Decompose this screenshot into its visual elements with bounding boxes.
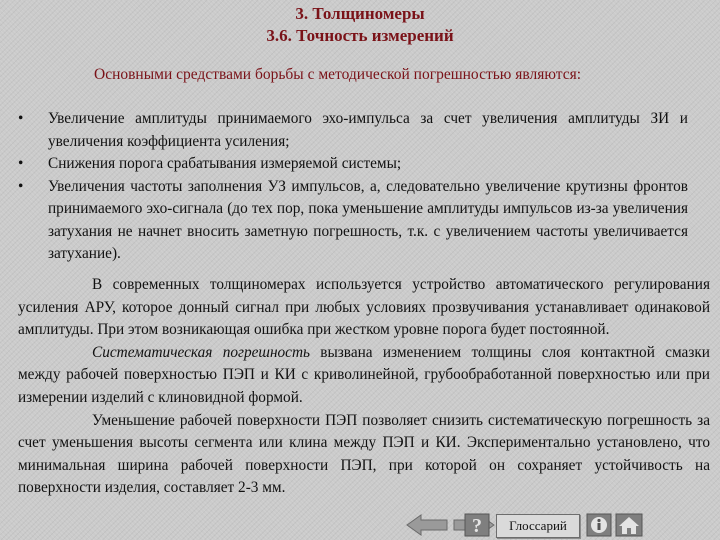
home-icon[interactable]	[615, 513, 643, 537]
info-icon[interactable]	[586, 513, 612, 537]
bullet-text: Снижения порога срабатывания измеряемой системы;	[48, 155, 402, 172]
glossary-button[interactable]: Глоссарий	[496, 514, 580, 538]
bullet-text: Увеличения частоты заполнения УЗ импульсов, а, следовательно увеличение крутизны фронтов принимаемого эхо-сигнала (до тех пор, пока уменьшение амплитуды импульсов из-за увеличения затухания не начнет вносить заметную погрешность, т.к. с увеличением частоты увеличивается затухание).	[48, 177, 688, 262]
bullet-marker: •	[18, 177, 24, 195]
arrow-left-icon[interactable]	[405, 513, 449, 537]
bullet-item	[18, 153, 688, 176]
body-text	[18, 274, 710, 500]
bullet-text: Увеличение амплитуды принимаемого эхо-импульса за счет увеличения амплитуды ЗИ и увеличения коэффициента усиления;	[48, 110, 688, 150]
emphasis-term: Систематическая погрешность	[92, 343, 310, 361]
navigation-bar	[0, 510, 720, 540]
bullet-item	[18, 176, 688, 266]
svg-text:?: ?	[472, 515, 482, 537]
help-icon[interactable]	[464, 513, 490, 537]
page-title: 3. Толщиномеры	[295, 4, 425, 23]
bullet-marker: •	[18, 110, 24, 127]
page-subtitle: 3.6. Точность измерений	[266, 26, 454, 45]
lead-text: Основными средствами борьбы с методической погрешностью являются:	[94, 66, 582, 83]
bullet-marker: •	[18, 155, 24, 172]
paragraph: Уменьшение рабочей поверхности ПЭП позволяет снизить систематическую погрешность за счет уменьшения высоты сегмента или клина между ПЭП и КИ. Экспериментально установлено, что минимальная ширина рабочей поверхности ПЭП, при которой он сохраняет устойчивость на поверхности изделия, составляет 2-3 мм.	[18, 411, 710, 497]
bullet-item	[18, 108, 688, 153]
paragraph: В современных толщиномерах используется устройство автоматического регулирования усиления АРУ, которое донный сигнал при любых условиях прозвучивания устанавливает одинаковой амплитуды. При этом возникающая ошибка при жестком уровне порога будет постоянной.	[18, 276, 710, 339]
bullet-list	[18, 108, 688, 266]
paragraph-text: вызвана изменением толщины слоя контактной смазки между рабочей поверхностью ПЭП и КИ с криволинейной, грубообработанной поверхностью или при измерении изделий с клиновидной формой.	[18, 343, 710, 406]
paragraph	[18, 342, 710, 410]
